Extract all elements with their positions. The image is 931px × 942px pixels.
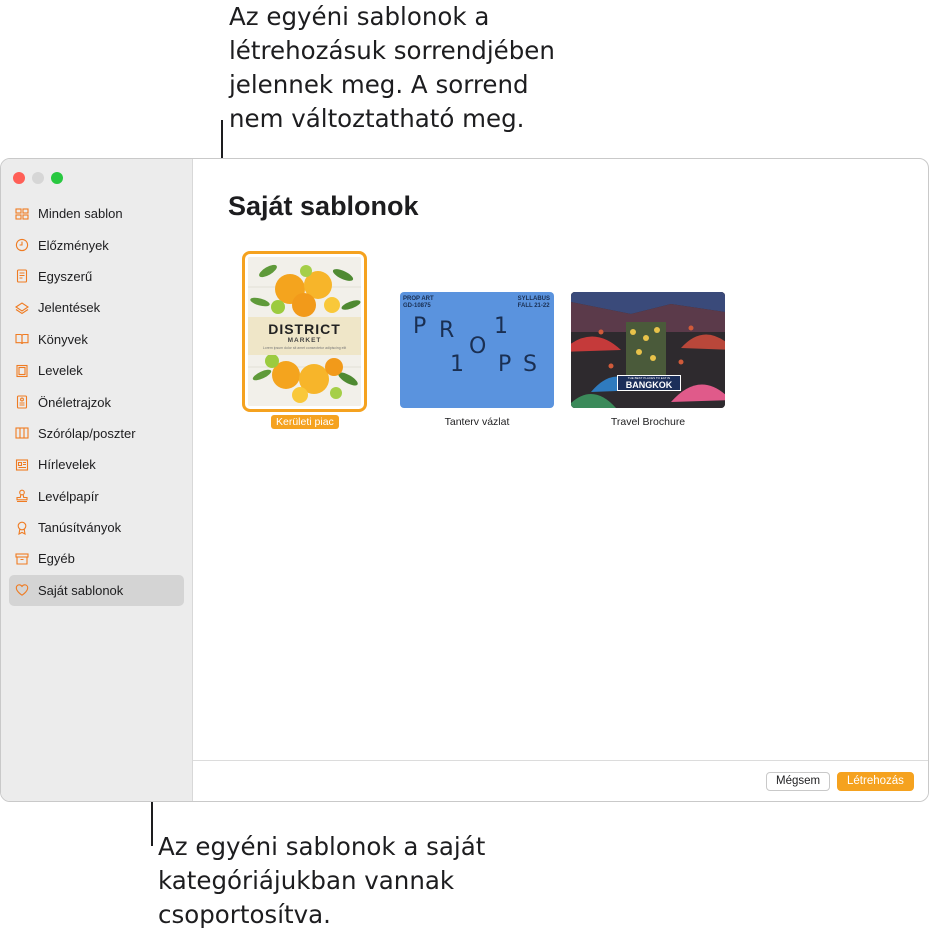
template-gallery	[193, 159, 928, 801]
thumb-title: DISTRICT	[268, 321, 341, 337]
sidebar-item-levelek[interactable]	[9, 355, 184, 386]
template-thumbnail-travel-brochure[interactable]	[571, 292, 725, 408]
thumb-kicker: THE BEST PLACES TO EAT IN	[627, 376, 671, 380]
sidebar-item-label: Saját sablonok	[38, 582, 124, 598]
template-thumbnail-syllabus[interactable]: PROP ART GD-10875 SYLLABUS FALL 21-22 P R 1 O 1 P S	[400, 292, 554, 408]
create-button[interactable]: Létrehozás	[837, 772, 914, 791]
close-window-button[interactable]	[13, 172, 25, 184]
callout-bottom-line: Az egyéni sablonok a saját	[158, 832, 486, 861]
minimize-window-button[interactable]	[32, 172, 44, 184]
sidebar-item-oneletrajzok[interactable]	[9, 386, 184, 417]
category-list	[9, 198, 184, 606]
clock-icon	[15, 238, 29, 252]
resume-icon	[15, 395, 29, 409]
sidebar-item-label: Könyvek	[38, 331, 88, 347]
callout-top-line: nem változtatható meg.	[229, 104, 525, 133]
window-controls	[13, 172, 63, 184]
sidebar-item-levelpapir[interactable]	[9, 481, 184, 512]
template-label[interactable]: Kerületi piac	[271, 415, 339, 429]
ribbon-icon	[15, 521, 29, 535]
sidebar-item-label: Önéletrajzok	[38, 394, 111, 410]
template-chooser-window	[0, 158, 929, 802]
callout-top-line: Az egyéni sablonok a	[229, 2, 490, 31]
thumb-left-line: PROP ART	[403, 296, 434, 302]
poster-icon	[15, 426, 29, 440]
thumb-right-line: SYLLABUS	[517, 296, 550, 302]
sidebar-item-label: Minden sablon	[38, 206, 123, 222]
newsletter-icon	[15, 458, 29, 472]
sidebar-item-tanusitvanyok[interactable]	[9, 512, 184, 543]
sidebar-item-label: Előzmények	[38, 237, 109, 253]
sidebar-item-label: Levélpapír	[38, 488, 99, 504]
thumb-header-right	[518, 296, 550, 309]
sidebar-item-label: Szórólap/poszter	[38, 425, 136, 441]
sidebar-item-hirlevelek[interactable]	[9, 449, 184, 480]
page-title: Saját sablonok	[228, 191, 419, 221]
sidebar-item-label: Egyszerű	[38, 268, 93, 284]
sidebar-item-egyeb[interactable]	[9, 543, 184, 574]
callout-bottom-line: kategóriájukban vannak	[158, 866, 455, 895]
sidebar-item-label: Tanúsítványok	[38, 520, 122, 536]
sidebar	[1, 159, 193, 801]
callout-bottom-line: csoportosítva.	[158, 900, 331, 929]
sidebar-item-label: Jelentések	[38, 300, 101, 316]
sidebar-item-jelentesek[interactable]	[9, 292, 184, 323]
sidebar-item-label: Levelek	[38, 363, 83, 379]
callout-bottom	[158, 830, 485, 932]
book-icon	[15, 332, 29, 346]
bangkok-title-block	[617, 375, 681, 391]
report-icon	[15, 301, 29, 315]
callout-top	[229, 0, 555, 136]
sidebar-item-sajat-sablonok[interactable]	[9, 575, 184, 606]
thumb-left-line-2: GD-10875	[403, 302, 431, 309]
sidebar-item-minden-sablon[interactable]	[9, 198, 184, 229]
letter-icon	[15, 364, 29, 378]
zoom-window-button[interactable]	[51, 172, 63, 184]
document-icon	[15, 269, 29, 283]
callout-top-line: jelennek meg. A sorrend	[229, 70, 529, 99]
thumb-right-line-2: FALL 21-22	[517, 302, 550, 309]
thumb-title: BANGKOK	[625, 380, 673, 390]
thumb-subtitle: MARKET	[287, 337, 322, 344]
thumb-header-left	[403, 296, 434, 309]
sidebar-item-elozmenyek[interactable]	[9, 229, 184, 260]
template-label[interactable]: Tanterv vázlat	[444, 416, 510, 428]
box-icon	[15, 552, 29, 566]
callout-top-line: létrehozásuk sorrendjében	[229, 36, 555, 65]
sidebar-item-egyszeru[interactable]	[9, 261, 184, 292]
stamp-icon	[15, 489, 29, 503]
sidebar-item-szorolap-poszter[interactable]	[9, 418, 184, 449]
grid-icon	[15, 207, 29, 221]
district-title-band	[248, 317, 361, 355]
cancel-button[interactable]: Mégsem	[766, 772, 830, 791]
dialog-footer	[193, 760, 928, 801]
sidebar-item-konyvek[interactable]	[9, 324, 184, 355]
heart-icon	[15, 583, 29, 597]
sidebar-item-label: Hírlevelek	[38, 457, 96, 473]
thumb-note: Lorem ipsum dolor sit amet consectetur adipiscing elit	[262, 346, 347, 350]
sidebar-item-label: Egyéb	[38, 551, 75, 567]
template-label[interactable]: Travel Brochure	[610, 416, 686, 428]
template-thumbnail-district-market[interactable]	[248, 257, 361, 406]
